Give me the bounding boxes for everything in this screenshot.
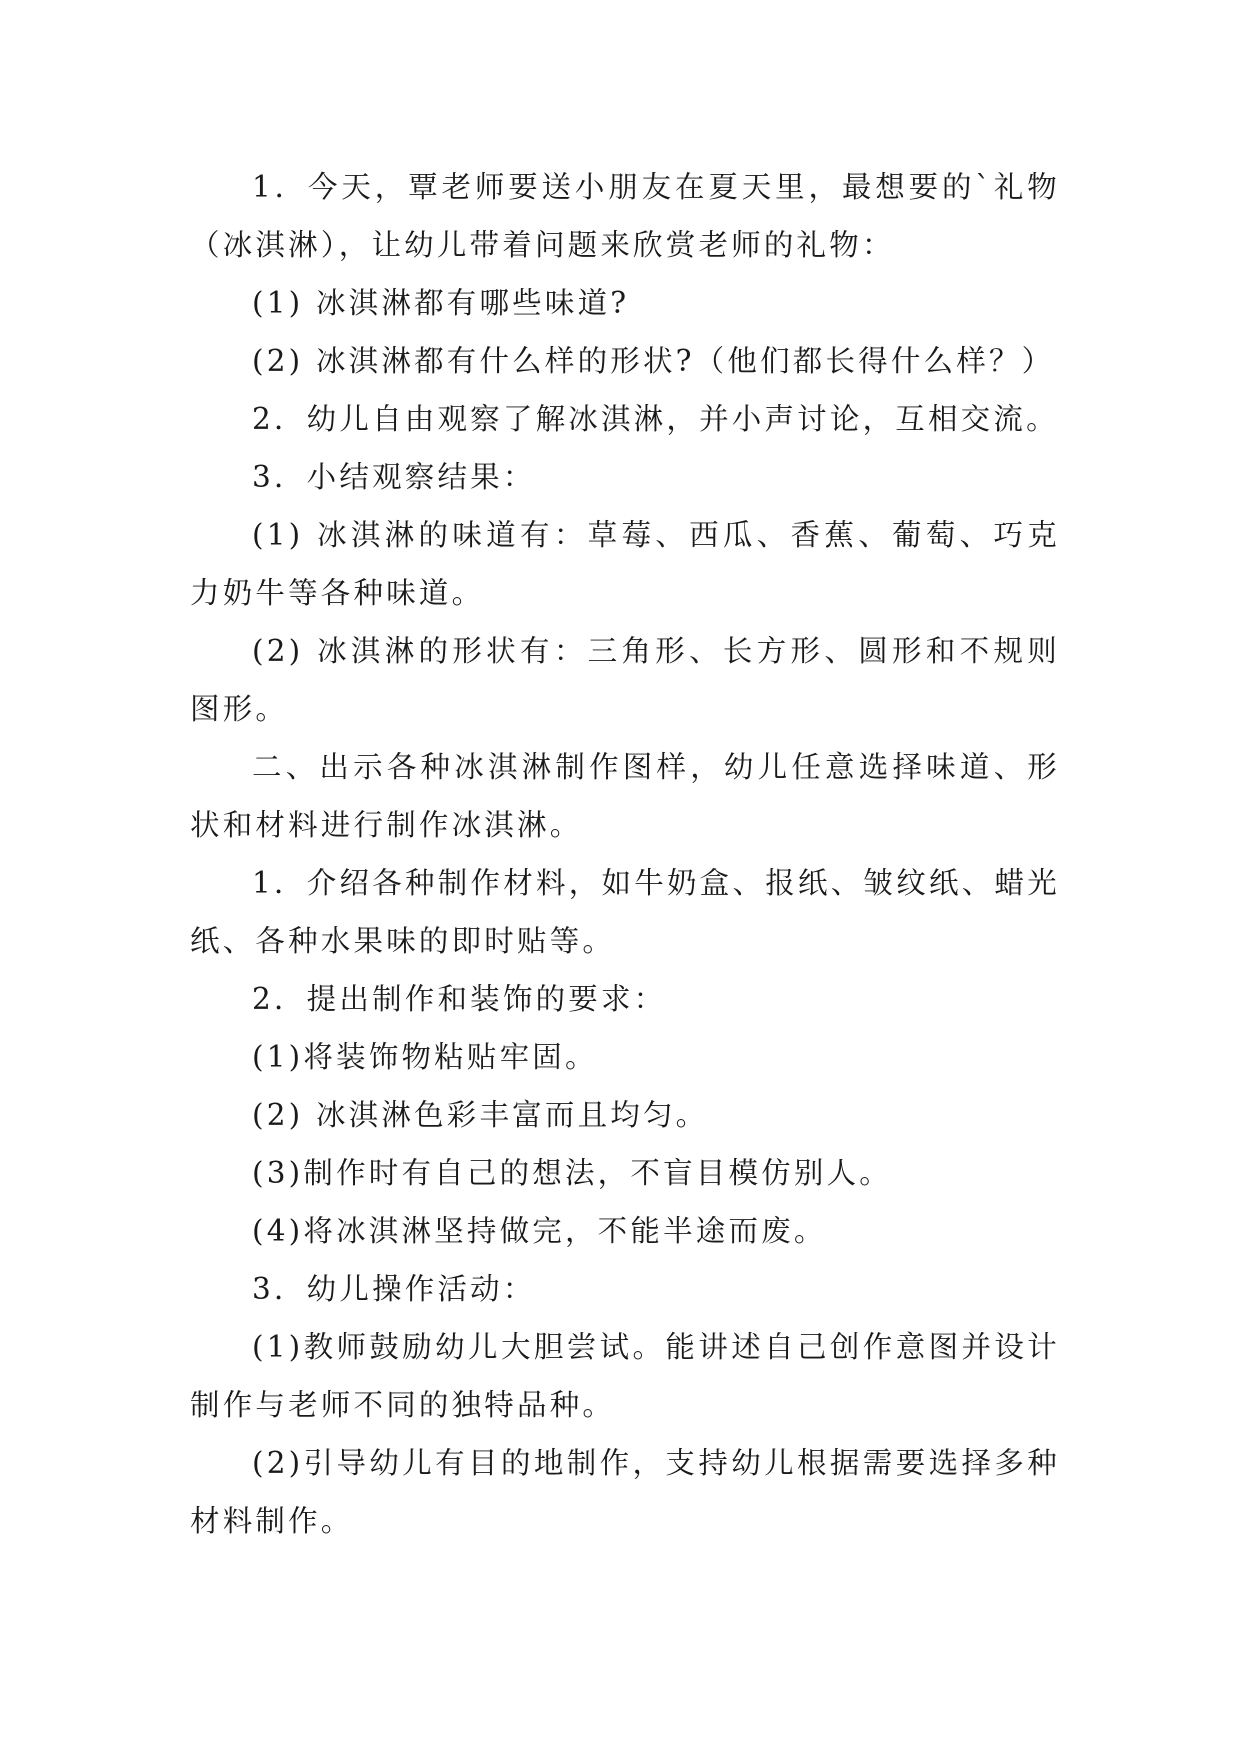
paragraph-section-two: 二、出示各种冰淇淋制作图样，幼儿任意选择味道、形状和材料进行制作冰淇淋。	[190, 750, 1060, 842]
paragraph-summary-flavors: (1) 冰淇淋的味道有：草莓、西瓜、香蕉、葡萄、巧克力奶牛等各种味道。	[190, 518, 1060, 610]
paragraph-free-observation: 2．幼儿自由观察了解冰淇淋，并小声讨论，互相交流。	[252, 402, 1059, 436]
paragraph-requirement-3: (3)制作时有自己的想法，不盲目模仿别人。	[252, 1156, 892, 1190]
paragraph-requirement-4: (4)将冰淇淋坚持做完，不能半途而废。	[252, 1214, 827, 1248]
paragraph-requirement-2: (2) 冰淇淋色彩丰富而且均匀。	[252, 1098, 709, 1132]
paragraph-question-flavors: (1) 冰淇淋都有哪些味道?	[252, 286, 630, 320]
document-body	[190, 158, 1060, 1550]
paragraph-question-shapes: (2) 冰淇淋都有什么样的形状?（他们都长得什么样？）	[252, 344, 1055, 378]
paragraph-requirements-heading: 2．提出制作和装饰的要求：	[252, 982, 667, 1016]
paragraph-activity-2: (2)引导幼儿有目的地制作，支持幼儿根据需要选择多种材料制作。	[190, 1446, 1060, 1538]
paragraph-activity-1: (1)教师鼓励幼儿大胆尝试。能讲述自己创作意图并设计制作与老师不同的独特品种。	[190, 1330, 1060, 1422]
paragraph-summary-heading: 3．小结观察结果：	[252, 460, 536, 494]
paragraph-gift-intro: 1．今天，覃老师要送小朋友在夏天里，最想要的`礼物（冰淇淋），让幼儿带着问题来欣赏老师的礼物：	[190, 170, 1060, 262]
paragraph-requirement-1: (1)将装饰物粘贴牢固。	[252, 1040, 598, 1074]
paragraph-materials: 1．介绍各种制作材料，如牛奶盒、报纸、皱纹纸、蜡光纸、各种水果味的即时贴等。	[190, 866, 1060, 958]
paragraph-summary-shapes: (2) 冰淇淋的形状有：三角形、长方形、圆形和不规则图形。	[190, 634, 1060, 726]
paragraph-activity-heading: 3．幼儿操作活动：	[252, 1272, 536, 1306]
